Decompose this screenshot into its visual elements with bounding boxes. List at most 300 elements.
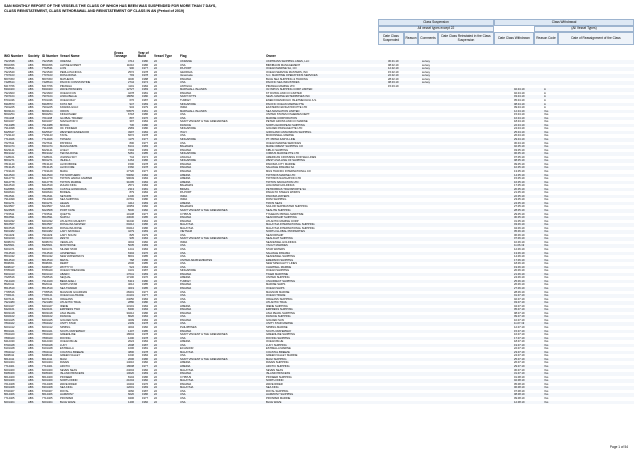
table-cell: Yes xyxy=(544,123,549,127)
table-cell: 4279 xyxy=(128,230,134,234)
table-cell: 11.07.19 xyxy=(514,322,525,326)
table-cell: survey xyxy=(422,63,430,67)
table-cell: BAHAMAS xyxy=(180,145,194,149)
table-cell: 7723143 xyxy=(4,134,15,138)
table-cell: Yes xyxy=(544,400,549,404)
table-cell: 17.07.19 xyxy=(514,336,525,340)
table-cell: BAHAMAS xyxy=(180,205,194,209)
table-cell: PANAMA xyxy=(180,91,192,95)
table-cell: 1984 xyxy=(142,180,148,184)
table-cell: ROSA ROMA xyxy=(60,74,77,78)
table-cell: 23.05.19 xyxy=(514,198,525,202)
table-cell: 7921538 xyxy=(4,60,15,63)
table-cell: S.C. MARITIME OPERATIONS SERVICES xyxy=(266,74,318,78)
table-cell: OCEAN SHIPPING xyxy=(266,269,290,273)
table-cell: 11010 xyxy=(126,63,134,67)
table-cell: 02.04.19 xyxy=(514,88,525,92)
table-cell: 8301474 xyxy=(4,145,15,149)
table-cell: 8201412 xyxy=(4,326,15,330)
table-cell: HARMONY SHIPPING xyxy=(266,393,294,397)
table-cell: 24050 xyxy=(126,297,134,301)
table-cell: 1977 xyxy=(142,396,148,400)
table-cell: survey xyxy=(422,70,430,74)
table-cell: ABS xyxy=(28,134,34,138)
table-cell: SEAVORSHIP SHIPPING xyxy=(266,216,297,220)
table-cell: Yes xyxy=(544,290,549,294)
table-cell: SEA KING xyxy=(266,386,279,390)
table-cell: 935 xyxy=(129,237,134,241)
table-cell: BLUE WAVE xyxy=(60,400,76,404)
table-cell: NORTH EUROPEAN SHIPPING xyxy=(266,123,305,127)
table-cell: ABS xyxy=(28,379,34,383)
table-cell: PANAMA xyxy=(180,329,192,333)
table-cell: 8702428 xyxy=(4,343,15,347)
table-cell: Yes xyxy=(544,173,549,177)
table-cell: 1988 xyxy=(142,77,148,81)
table-cell: 8501421 xyxy=(42,329,53,333)
table-cell: ABS xyxy=(28,198,34,202)
table-cell: 1500 xyxy=(128,162,134,166)
table-cell: 22 xyxy=(154,184,157,188)
table-cell: ABS xyxy=(28,265,34,269)
table-cell: 30.05.19 xyxy=(514,216,525,220)
table-cell: 22 xyxy=(154,212,157,216)
table-cell: 8301271 xyxy=(42,201,53,205)
report-title-line2: CLASS REINSTATEMENT, CLASS WITHDRAWAL AND REINSTATEMENT OF CLASS IN AN (Period of 2019) xyxy=(4,8,185,13)
table-cell: 8412519 xyxy=(4,184,15,188)
table-cell: 22 xyxy=(154,318,157,322)
table-cell: SINGAPORE xyxy=(180,159,196,163)
table-cell: INDIA xyxy=(180,198,188,202)
table-cell: 7428614 xyxy=(4,81,15,85)
table-cell: 7914429 xyxy=(42,279,53,283)
table-cell: 8141 xyxy=(128,145,134,149)
table-cell: 08.07.19 xyxy=(514,311,525,315)
table-cell: 1979 xyxy=(142,233,148,237)
table-cell: 10404 xyxy=(126,382,134,386)
table-cell: LIBERIA xyxy=(180,361,191,365)
table-cell: 7723143 xyxy=(42,134,53,138)
table-cell: 524 xyxy=(129,265,134,269)
table-cell: PANAMA xyxy=(180,287,192,290)
table-cell: ABS xyxy=(28,70,34,74)
table-cell: 1985 xyxy=(142,287,148,290)
table-cell: 1982 xyxy=(142,208,148,212)
table-cell: ABS xyxy=(28,382,34,386)
table-cell: 7718541 xyxy=(42,67,53,71)
table-cell: 1980 xyxy=(142,60,148,63)
table-cell: 01.07.19 xyxy=(514,294,525,298)
table-cell: 18008 xyxy=(126,365,134,369)
table-cell: ABS xyxy=(28,375,34,379)
table-cell: 8616518 xyxy=(4,226,15,230)
table-cell: BOREAL xyxy=(60,191,71,195)
table-cell: Yes xyxy=(544,304,549,308)
table-cell: 22 xyxy=(154,230,157,234)
table-cell: 18.04.19 xyxy=(514,120,525,124)
table-cell: NORTH GLOBAL PROPERTIES xyxy=(266,230,305,234)
table-cell: Yes xyxy=(544,340,549,344)
table-cell: Yes xyxy=(544,152,549,156)
table-cell: UNITY STAR xyxy=(60,322,76,326)
table-cell: PANALTO STEELS WORKS xyxy=(266,191,301,195)
table-cell: 8701436 xyxy=(4,99,15,103)
table-cell: Yes xyxy=(544,350,549,354)
table-cell: 8417766 xyxy=(4,84,15,88)
table-cell: 8607363 xyxy=(4,77,15,81)
table-cell: 1407 xyxy=(128,329,134,333)
table-cell: ATLANTIC MARINE CORP xyxy=(266,219,299,223)
table-cell: 22 xyxy=(154,301,157,305)
table-cell: Yes xyxy=(544,162,549,166)
table-cell: 8401425 xyxy=(4,318,15,322)
table-cell: ABS xyxy=(28,269,34,273)
table-cell: USA xyxy=(180,315,186,319)
table-cell: STAR WATERS xyxy=(266,247,285,251)
table-cell: 7813140 xyxy=(4,162,15,166)
column-vessel-name: Vessel Name xyxy=(60,54,80,59)
table-cell: ORLEANS SHIPPING xyxy=(266,297,293,301)
table-cell: Yes xyxy=(544,216,549,220)
table-cell: Yes xyxy=(544,283,549,287)
table-cell: ALPINE EXPERT xyxy=(60,63,82,67)
table-cell: 1986 xyxy=(142,63,148,67)
table-cell: USA xyxy=(180,400,186,404)
table-cell: RONI SHIPPING xyxy=(266,198,287,202)
table-cell: 1983 xyxy=(142,372,148,376)
table-cell: SINGAPORE xyxy=(180,127,196,131)
table-cell: Yes xyxy=(544,233,549,237)
table-cell: 8224508 xyxy=(4,208,15,212)
table-cell: MARSHALL ISLANDS xyxy=(180,109,207,113)
table-cell: LIBERIA xyxy=(180,365,191,369)
table-cell: PANAMA xyxy=(180,166,192,170)
table-cell: 31040 xyxy=(126,219,134,223)
table-cell: 22 xyxy=(154,326,157,330)
table-cell: PANAMA xyxy=(180,311,192,315)
table-cell: 1986 xyxy=(142,393,148,397)
table-cell: Yes xyxy=(544,311,549,315)
table-cell: 8201404 xyxy=(4,400,15,404)
table-cell: 1977 xyxy=(142,365,148,369)
table-cell: Yes xyxy=(544,138,549,142)
table-cell: BRAZIL xyxy=(180,187,190,191)
table-cell: 43030 xyxy=(126,216,134,220)
table-cell: survey xyxy=(422,81,430,85)
table-cell: TRI NORTHERN xyxy=(60,173,81,177)
table-cell: Yes xyxy=(544,315,549,319)
table-cell: ESTRELLA MARINE xyxy=(266,347,291,351)
table-cell: OCEAN RAY xyxy=(60,99,76,103)
table-cell: Yes xyxy=(544,255,549,259)
table-cell: JOANNA SKY xyxy=(60,155,77,159)
table-cell: 7813145 xyxy=(42,166,53,170)
table-cell: OCEAN MARINE SA, CO xyxy=(266,67,297,71)
table-cell: ABS xyxy=(28,315,34,319)
table-cell: 4997 xyxy=(128,130,134,134)
table-cell: 7626516 xyxy=(4,276,15,280)
table-cell: 22 xyxy=(154,208,157,212)
table-cell: 1984 xyxy=(142,120,148,124)
table-cell: Yes xyxy=(544,294,549,298)
table-cell: Yes xyxy=(544,357,549,361)
table-cell: 8602254 xyxy=(42,113,53,117)
table-cell: Yes xyxy=(544,247,549,251)
table-cell: INDIA xyxy=(180,106,188,110)
table-cell: 8201404 xyxy=(42,400,53,404)
table-cell: Yes xyxy=(544,386,549,390)
column-owner: Owner xyxy=(266,54,276,59)
table-cell: ISLAND PRINCESS xyxy=(266,372,291,376)
table-cell: 7804420 xyxy=(4,333,15,337)
table-cell: 7813145 xyxy=(4,166,15,170)
table-cell: PACIFIC CONSTANTINE xyxy=(60,81,91,85)
report-title-line1: SAN MONTHLY REPORT OF THE VESSELS THE CLASS OF WHICH HAS BEEN WAS SUSPENDED FOR MORE THAN 7 DAYS, xyxy=(4,4,217,8)
table-cell: 4004 xyxy=(128,326,134,330)
table-cell: 1977 xyxy=(142,141,148,145)
table-cell: Yes xyxy=(544,223,549,227)
table-cell: USA xyxy=(180,244,186,248)
table-cell: WAVE PRINCESS xyxy=(60,88,83,92)
table-cell: SOUTH WATERWAY xyxy=(60,329,86,333)
table-cell: 22 xyxy=(154,148,157,152)
table-cell: 7907104 xyxy=(4,95,15,99)
table-cell: IRENE xyxy=(60,304,69,308)
table-cell: 22 xyxy=(154,233,157,237)
table-cell: GREENLINE SHIPPING xyxy=(266,333,296,337)
table-cell: 1977 xyxy=(142,138,148,142)
table-cell: 1986 xyxy=(142,258,148,262)
table-cell: ABS xyxy=(28,357,34,361)
table-cell: 18050 xyxy=(126,95,134,99)
table-cell: ABS xyxy=(28,127,34,131)
table-cell: 22 xyxy=(154,240,157,244)
table-cell: 768 xyxy=(129,258,134,262)
table-cell: 7804412 xyxy=(4,350,15,354)
table-cell: 8101428 xyxy=(42,347,53,351)
table-cell: ASIA PEARL SHIPPING xyxy=(266,311,296,315)
table-cell: LIBERIA xyxy=(180,340,191,344)
table-cell: LIBERIA xyxy=(180,177,191,181)
table-cell: USA xyxy=(180,262,186,266)
table-cell: 6672 xyxy=(128,134,134,138)
table-cell: Yes xyxy=(544,251,549,255)
table-cell: ABS xyxy=(28,81,34,85)
table-cell: 7705516 xyxy=(42,290,53,294)
table-cell: 16.07.19 xyxy=(514,333,525,337)
table-cell: SINGAPORE xyxy=(180,269,196,273)
table-cell: Yes xyxy=(544,354,549,358)
table-cell: 1984 xyxy=(142,308,148,312)
table-cell: 21.06.19 xyxy=(514,272,525,276)
table-cell: 16.04.19 xyxy=(514,116,525,120)
table-cell: 19.07.19 xyxy=(514,343,525,347)
table-cell: 7714405 xyxy=(4,396,15,400)
table-cell: 60212 xyxy=(126,226,134,230)
table-cell: Yes xyxy=(544,169,549,173)
table-cell: 4412 xyxy=(128,201,134,205)
table-cell: 1981 xyxy=(142,347,148,351)
table-cell: UNITED SHIPPING xyxy=(266,276,290,280)
table-cell: Yes xyxy=(544,237,549,241)
table-cell: 8224507 xyxy=(4,205,15,209)
table-cell: 22 xyxy=(154,311,157,315)
table-cell: JASPERSEA xyxy=(60,251,76,255)
table-cell: 8401471 xyxy=(42,247,53,251)
table-cell: 4060 xyxy=(128,389,134,393)
table-cell: 1978 xyxy=(142,74,148,78)
table-cell: 7914498 xyxy=(4,127,15,131)
table-cell: 1976 xyxy=(142,251,148,255)
vessel-table-body xyxy=(4,60,634,404)
table-cell: 29.04.19 xyxy=(514,138,525,142)
table-cell: 8412778 xyxy=(4,180,15,184)
table-cell: ANTIGUA xyxy=(180,84,192,88)
table-cell: 1264 xyxy=(128,159,134,163)
table-cell: TRITON MARINE xyxy=(60,180,82,184)
table-cell: NAPOLI xyxy=(60,216,70,220)
table-cell: BLUE SEA SHIPPING & TRADING xyxy=(266,77,308,81)
table-cell: USA xyxy=(180,116,186,120)
table-cell: 1984 xyxy=(142,177,148,181)
table-cell: 22 xyxy=(154,84,157,88)
table-cell: 22 xyxy=(154,155,157,159)
table-cell: 22 xyxy=(154,173,157,177)
table-row xyxy=(4,401,634,405)
table-cell: PANAMA xyxy=(180,382,192,386)
table-cell: 22 xyxy=(154,297,157,301)
table-cell: 1981 xyxy=(142,187,148,191)
table-cell: 28.05.19 xyxy=(514,208,525,212)
table-cell: Yes xyxy=(544,276,549,280)
table-cell: 7714401 xyxy=(4,365,15,369)
table-cell: 1982 xyxy=(142,379,148,383)
table-cell: 1974 xyxy=(142,155,148,159)
table-cell: 24.04.19 xyxy=(514,127,525,131)
table-cell: FRANCE xyxy=(60,315,72,319)
table-cell: 9406 xyxy=(128,396,134,400)
table-cell: 22 xyxy=(154,180,157,184)
table-cell: MALAYSIA xyxy=(180,226,194,230)
table-cell: ABS xyxy=(28,74,34,78)
table-cell: NORTH WIND xyxy=(266,379,284,383)
table-cell: 11.06.19 xyxy=(514,244,525,248)
table-cell: ABS xyxy=(28,340,34,344)
table-cell: 8301474 xyxy=(42,145,53,149)
table-cell: Yes xyxy=(544,262,549,266)
table-cell: 1984 xyxy=(142,315,148,319)
table-cell: FRANCE SHIPPING xyxy=(266,315,291,319)
table-cell: ABS xyxy=(28,233,34,237)
table-cell: 8401427 xyxy=(42,304,53,308)
table-cell: 8201409 xyxy=(42,379,53,383)
table-cell: 8120856 xyxy=(4,187,15,191)
table-cell: 1983 xyxy=(142,244,148,248)
table-cell: A xyxy=(544,95,546,99)
table-cell: 1040 xyxy=(128,354,134,358)
table-cell: ABS xyxy=(28,400,34,404)
table-cell: 17.06.19 xyxy=(514,258,525,262)
table-cell: ABS xyxy=(28,311,34,315)
table-cell: 22 xyxy=(154,308,157,312)
table-header xyxy=(4,19,634,59)
table-cell: 21.05.19 xyxy=(514,191,525,195)
table-cell: 22 xyxy=(154,400,157,404)
table-cell: TRITINOS NAVIGATION LTD xyxy=(266,177,302,181)
table-cell: 900 xyxy=(129,67,134,71)
table-cell: 2744 xyxy=(128,81,134,85)
table-cell: 7806420 xyxy=(42,336,53,340)
table-cell: ABS xyxy=(28,393,34,397)
table-cell: 59575 xyxy=(126,109,134,113)
table-cell: 10.07.19 xyxy=(514,318,525,322)
table-cell: 8201404 xyxy=(4,361,15,365)
table-cell: ABS xyxy=(28,155,34,159)
table-cell: ABS xyxy=(28,396,34,400)
table-cell: WEST ASIA LINE OF SHIPPING xyxy=(266,159,306,163)
table-cell: 8402644 xyxy=(4,191,15,195)
table-cell: 8412430 xyxy=(42,340,53,344)
table-cell: ABS xyxy=(28,368,34,372)
table-cell: 24004 xyxy=(126,368,134,372)
table-cell: Yes xyxy=(544,322,549,326)
table-cell: ABS xyxy=(28,130,34,134)
table-cell: ISHFE A xyxy=(60,159,71,163)
table-cell: ABS xyxy=(28,138,34,142)
table-cell: 02.08.19 xyxy=(514,379,525,383)
column-vessel-type: Vessel Type xyxy=(154,54,173,59)
table-cell: 8400 xyxy=(128,308,134,312)
table-cell: 6020 xyxy=(128,393,134,397)
table-cell: LIBERIA xyxy=(180,276,191,280)
table-cell: PATRICIA xyxy=(60,141,72,145)
table-cell: Yes xyxy=(544,212,549,216)
table-cell: PERLA PACIFICA xyxy=(60,70,82,74)
table-cell: 10.06.19 xyxy=(514,240,525,244)
table-cell: SALVAGE PANAMA xyxy=(266,251,291,255)
header-date-reinstated: Date Class Reinstated in the Class Suspension xyxy=(438,32,494,45)
table-cell: 1986 xyxy=(142,223,148,227)
table-cell: 24.06.19 xyxy=(514,276,525,280)
table-cell: 8616518 xyxy=(42,226,53,230)
table-cell: 8412520 xyxy=(42,173,53,177)
table-cell: 7914498 xyxy=(42,127,53,131)
table-cell: 22 xyxy=(154,347,157,351)
table-cell: 4019 xyxy=(128,287,134,290)
table-cell: LINDA BELLE xyxy=(60,95,77,99)
table-cell: 22 xyxy=(154,187,157,191)
table-cell: 8412430 xyxy=(4,340,15,344)
table-cell: LIVELY xyxy=(60,148,69,152)
table-cell: 7719129 xyxy=(4,169,15,173)
table-cell: TRITON HANNA CAMPER xyxy=(60,177,93,181)
table-cell: 05.08.19 xyxy=(514,382,525,386)
table-cell: 1976 xyxy=(142,116,148,120)
header-comments: Comments xyxy=(418,32,438,45)
table-cell: 7614519 xyxy=(4,251,15,255)
table-cell: 7812541 xyxy=(4,194,15,198)
table-cell: 22 xyxy=(154,294,157,298)
table-cell: 825 xyxy=(129,233,134,237)
table-cell: 22 xyxy=(154,130,157,134)
header-suspension-vessels: All vessel types except 22 xyxy=(378,26,494,32)
table-cell: RAVEN SHIPPING xyxy=(266,361,289,365)
table-cell: 5035 xyxy=(128,244,134,248)
table-cell: TRIVENI xyxy=(60,138,71,142)
table-cell: MATHEWS xyxy=(60,77,74,81)
table-cell: 1984 xyxy=(142,191,148,195)
table-cell: ABS xyxy=(28,251,34,255)
